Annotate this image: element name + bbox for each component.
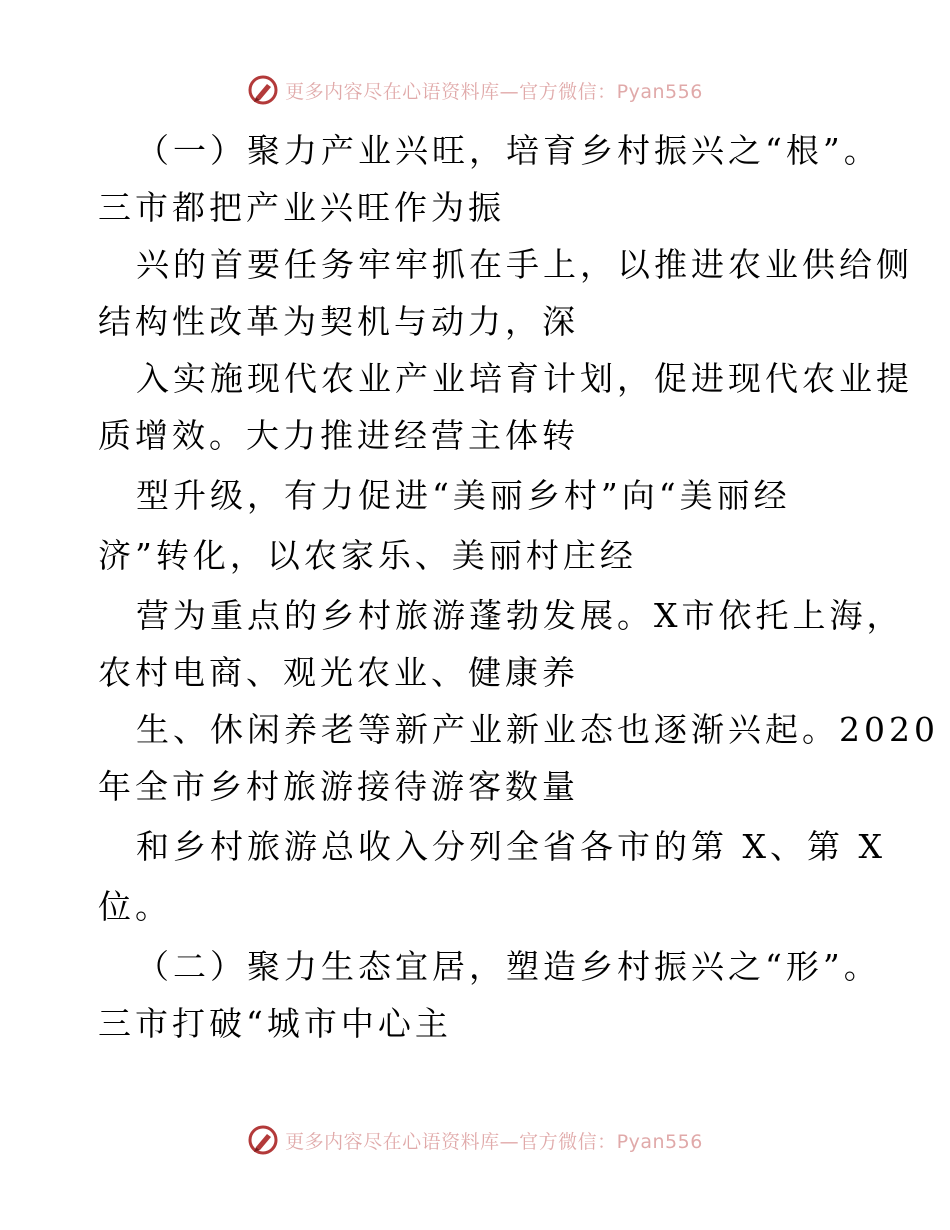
- paragraph-line: 农村电商、观光农业、健康养: [98, 653, 579, 692]
- paragraph-line: 型升级，有力促进“美丽乡村”向“美丽经: [136, 476, 791, 515]
- paragraph-line: 营为重点的乡村旅游蓬勃发展。X市依托上海，: [136, 596, 904, 635]
- paragraph-line: 年全市乡村旅游接待游客数量: [98, 767, 579, 806]
- paragraph-line: 和乡村旅游总收入分列全省各市的第 X、第 X: [136, 827, 886, 866]
- paragraph-line: 三市打破“城市中心主: [98, 1004, 452, 1043]
- paragraph-line: 生、休闲养老等新产业新业态也逐渐兴起。2020: [136, 710, 939, 749]
- watermark-text: 更多内容尽在心语资料库—官方微信：Pyan556: [285, 80, 703, 103]
- watermark-footer: [0, 1120, 950, 1160]
- pen-in-circle-logo-icon: [247, 1124, 279, 1156]
- watermark-text: 更多内容尽在心语资料库—官方微信：Pyan556: [285, 1130, 703, 1153]
- paragraph-line: 三市都把产业兴旺作为振: [98, 188, 505, 227]
- paragraph-line: （二）聚力生态宜居，塑造乡村振兴之“形”。: [136, 947, 881, 986]
- paragraph-line: 济”转化，以农家乐、美丽村庄经: [98, 536, 637, 575]
- paragraph-line: 质增效。大力推进经营主体转: [98, 416, 579, 455]
- paragraph-line: （一）聚力产业兴旺，培育乡村振兴之“根”。: [136, 131, 881, 170]
- paragraph-line: 位。: [98, 887, 172, 926]
- paragraph-line: 兴的首要任务牢牢抓在手上，以推进农业供给侧: [136, 245, 913, 284]
- paragraph-line: 入实施现代农业产业培育计划，促进现代农业提: [136, 359, 913, 398]
- paragraph-line: 结构性改革为契机与动力，深: [98, 302, 579, 341]
